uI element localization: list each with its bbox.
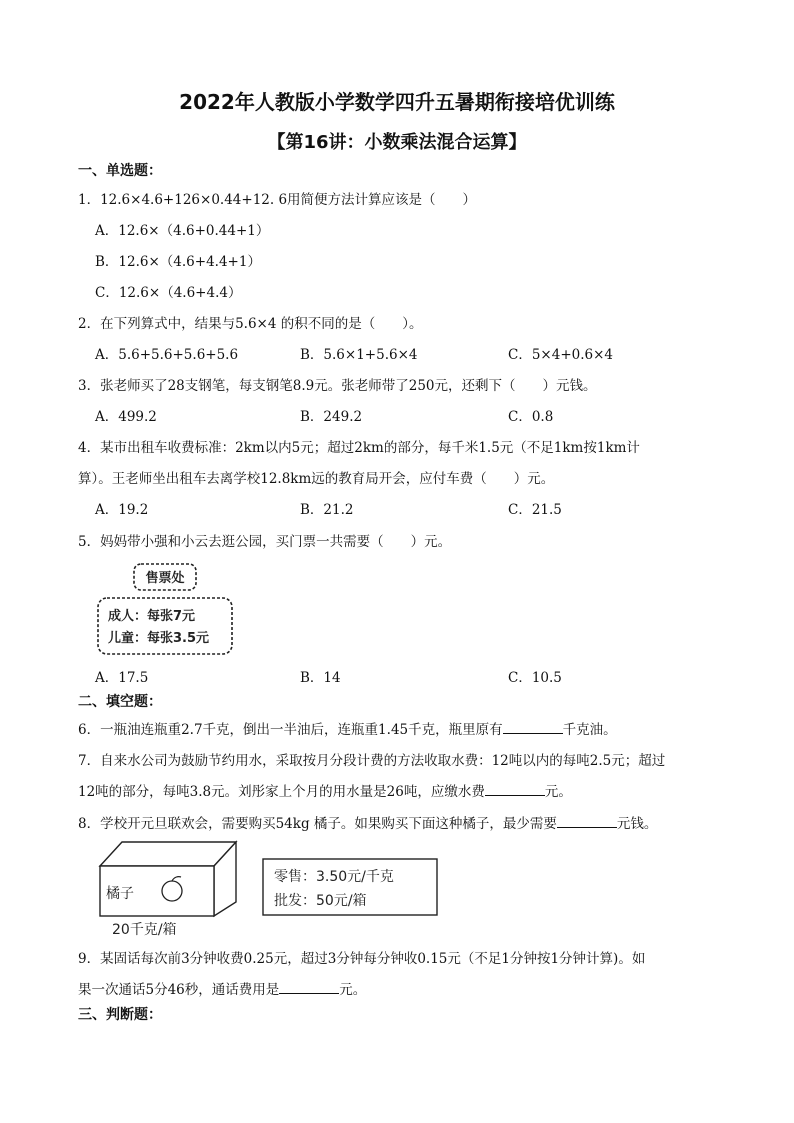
- question-4-option-b: B．21.2: [300, 502, 354, 518]
- question-9-text: 果一次通话5分46秒，通话费用是: [78, 982, 280, 998]
- question-6: [78, 718, 617, 738]
- question-9-unit: 元。: [339, 982, 367, 998]
- question-7-unit: 元。: [544, 784, 572, 800]
- question-1-stem: 1．12.6×4.6+126×0.44+12. 6用简便方法计算应该是（ ）: [78, 192, 477, 208]
- question-5-stem: 5．妈妈带小强和小云去逛公园，买门票一共需要（ ）元。: [78, 534, 452, 550]
- question-7-answer-blank[interactable]: [485, 781, 545, 796]
- box-caption: 20千克/箱: [112, 922, 177, 938]
- question-3-option-b: B．249.2: [300, 409, 363, 425]
- question-8-text: 8．学校开元旦联欢会，需要购买54kg 橘子。如果购买下面这种橘子，最少需要: [78, 816, 557, 832]
- question-8-unit: 元钱。: [616, 816, 658, 832]
- section-heading-single-choice: 一、单选题：: [78, 163, 162, 179]
- question-3-option-a: A．499.2: [95, 409, 157, 425]
- question-3-option-c: C．0.8: [508, 409, 554, 425]
- ticket-office-sign: [94, 560, 236, 658]
- price-wholesale: 批发：50元/箱: [274, 893, 367, 909]
- question-3-stem: 3．张老师买了28支钢笔，每支钢笔8.9元。张老师带了250元，还剩下（ ）元钱。: [78, 378, 597, 394]
- question-2-option-b: B．5.6×1+5.6×4: [300, 347, 418, 363]
- question-8-answer-blank[interactable]: [557, 813, 617, 828]
- question-4-option-c: C．21.5: [508, 502, 562, 518]
- question-2-stem: 2．在下列算式中，结果与5.6×4 的积不同的是（ ）。: [78, 316, 423, 332]
- sign-child-price: 儿童：每张3.5元: [108, 631, 210, 646]
- question-2-option-c: C．5×4+0.6×4: [508, 347, 614, 363]
- question-1-option-a: A．12.6×（4.6+0.44+1）: [95, 223, 270, 239]
- question-4-stem-line2: 算）。王老师坐出租车去离学校12.8km远的教育局开会，应付车费（ ）元。: [78, 471, 555, 487]
- question-1-option-b: B．12.6×（4.6+4.4+1）: [95, 254, 261, 270]
- question-5-option-b: B．14: [300, 670, 341, 686]
- question-4-option-a: A．19.2: [95, 502, 149, 518]
- question-8: [78, 812, 657, 832]
- question-6-unit: 千克油。: [562, 722, 617, 738]
- question-7-line2: [78, 780, 572, 800]
- sign-title: 售票处: [145, 571, 185, 586]
- question-6-text: 6．一瓶油连瓶重2.7千克，倒出一半油后，连瓶重1.45千克，瓶里原有: [78, 722, 503, 738]
- question-7-text: 12吨的部分，每吨3.8元。刘彤家上个月的用水量是26吨，应缴水费: [78, 784, 485, 800]
- section-heading-fill-blank: 二、填空题：: [78, 694, 162, 710]
- question-9-line2: [78, 978, 366, 998]
- question-7-line1: 7．自来水公司为鼓励节约用水，采取按月分段计费的方法收取水费：12吨以内的每吨2.5元；超过: [78, 753, 666, 769]
- sign-adult-price: 成人：每张7元: [108, 609, 196, 624]
- orange-box-illustration: [98, 840, 240, 938]
- lesson-subtitle: 【第16讲：小数乘法混合运算】: [267, 132, 527, 153]
- section-heading-true-false: 三、判断题：: [78, 1007, 162, 1023]
- page-title: 2022年人教版小学数学四升五暑期衔接培优训练: [179, 90, 615, 114]
- question-4-stem-line1: 4．某市出租车收费标准：2km以内5元；超过2km的部分，每千米1.5元（不足1km按1km计: [78, 440, 640, 456]
- question-6-answer-blank[interactable]: [503, 719, 563, 734]
- question-2-option-a: A．5.6+5.6+5.6+5.6: [95, 347, 239, 363]
- price-retail: 零售：3.50元/千克: [274, 869, 394, 885]
- question-9-answer-blank[interactable]: [279, 979, 339, 994]
- question-5-option-a: A．17.5: [95, 670, 149, 686]
- question-9-line1: 9．某固话每次前3分钟收费0.25元，超过3分钟每分钟收0.15元（不足1分钟按1分钟计算)。如: [78, 951, 646, 967]
- question-1-option-c: C．12.6×（4.6+4.4）: [95, 285, 242, 301]
- price-board: [262, 858, 440, 918]
- box-label: 橘子: [106, 886, 134, 902]
- question-5-option-c: C．10.5: [508, 670, 562, 686]
